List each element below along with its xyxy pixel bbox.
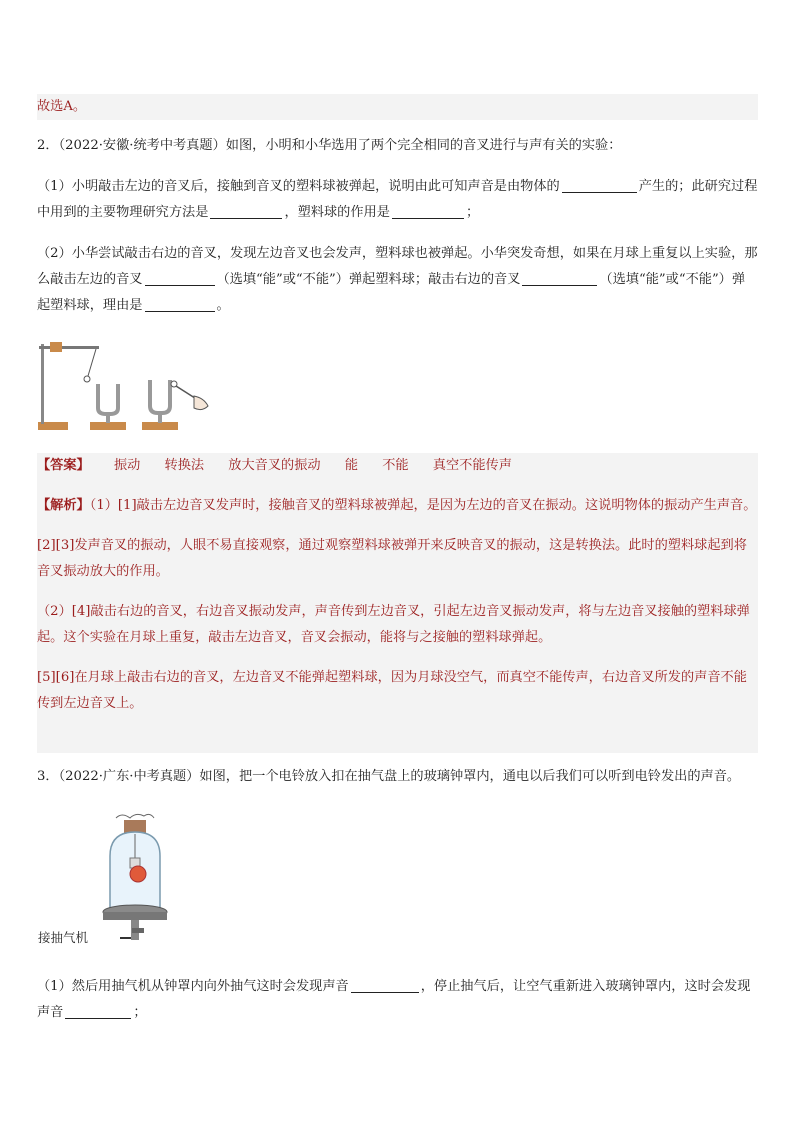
plastic-ball — [84, 376, 90, 382]
right-fork-icon — [150, 380, 170, 413]
q2-part2-text-a: （2）小华尝试敲击右边的音叉，发现左边音叉也会发声，塑料球也被弹起。小华突发奇想，如果在月球上重复以上实验，那么敲击左边的音叉 — [37, 246, 758, 287]
answer-blank-7[interactable] — [351, 976, 419, 993]
bell-wires — [116, 814, 154, 818]
answer-item-2: 转换法 — [164, 458, 205, 473]
valve-icon — [132, 928, 144, 933]
stand-clamp — [50, 342, 62, 352]
answer-item-4: 能 — [344, 458, 358, 473]
q2-part2-text-b: （选填“能”或“不能”）弹起塑料球；敲击右边的音叉 — [216, 272, 521, 287]
q2-part1-text-b: 产生的；此研究过程中用到的主要物理研究方法是 — [37, 179, 758, 220]
q2-part1-text-a: （1）小明敲击左边的音叉后，接触到音叉的塑料球被弹起，说明由此可知声音是由物体的 — [37, 179, 560, 194]
previous-answer — [37, 94, 758, 120]
analysis-p1 — [37, 479, 758, 519]
analysis-p3: （2）[4]敲击右边的音叉，右边音叉振动发声，声音传到左边音叉，引起左边音叉振动发声，将与左边音叉接触的塑料球弹起。这个实验在月球上重复，敲击左边音叉，音叉会振动，能将与之接触的塑料球弹起。 — [37, 604, 750, 645]
left-fork-icon — [98, 384, 118, 414]
answer-item-1: 振动 — [113, 458, 141, 473]
previous-answer-text: 故选A。 — [37, 99, 87, 114]
q3-header-text: 3．（2022·广东·中考真题）如图，把一个电铃放入扣在抽气盘上的玻璃钟罩内，通电以后我们可以听到电铃发出的声音。 — [37, 769, 741, 784]
string-line — [88, 349, 96, 376]
hand-icon — [194, 396, 208, 410]
tuning-fork-figure — [36, 338, 214, 434]
q2-header-text: 2．（2022·安徽·统考中考真题）如图，小明和小华选用了两个完全相同的音叉进行与声有关的实验： — [37, 138, 622, 153]
q2-part1-text-c: ，塑料球的作用是 — [284, 205, 390, 220]
q2-part2-text-d: 。 — [216, 298, 230, 313]
q2-part1 — [37, 174, 758, 226]
bell-jar-figure — [36, 810, 196, 952]
answer-blank-6[interactable] — [145, 295, 215, 312]
q3-part1-text-a: （1）然后用抽气机从钟罩内向外抽气这时会发现声音 — [37, 979, 349, 994]
q2-part2 — [37, 241, 758, 319]
analysis-p2: [2][3]发声音叉的振动，人眼不易直接观察，通过观察塑料球被弹开来反映音叉的振动，这是转换法。此时的塑料球起到将音叉振动放大的作用。 — [37, 538, 747, 579]
answer-blank-3[interactable] — [392, 202, 464, 219]
answer-row — [37, 453, 758, 479]
answer-blank-2[interactable] — [210, 202, 282, 219]
left-fork-stem — [106, 414, 110, 423]
answer-item-5: 不能 — [382, 458, 409, 473]
analysis-p1-text: （1）[1]敲击左边音叉发声时，接触音叉的塑料球被弹起，是因为左边的音叉在振动。这说明物体的振动产生声音。 — [89, 498, 757, 513]
answer-blank-8[interactable] — [65, 1002, 131, 1019]
analysis-p4: [5][6]在月球上敲击右边的音叉，左边音叉不能弹起塑料球，因为月球没空气，而真空不能传声，右边音叉所发的声音不能传到左边音叉上。 — [37, 670, 747, 711]
stand-arm — [39, 346, 99, 349]
answer-item-3: 放大音叉的振动 — [228, 458, 321, 473]
answer-label: 【答案】 — [37, 458, 90, 473]
vacuum-plate-edge — [103, 912, 167, 920]
stand-pole — [41, 344, 44, 424]
q3-part1-text-b: ，停止抽气后，让空气重新进入玻璃钟罩内，这时会发现声音 — [37, 979, 751, 1020]
q3-header — [37, 764, 758, 790]
q3-part1-text-c: ； — [133, 1005, 147, 1020]
electric-bell-icon — [130, 866, 146, 882]
answer-item-6: 真空不能传声 — [432, 458, 512, 473]
right-fork-stem — [158, 413, 162, 423]
analysis-label: 【解析】 — [37, 498, 90, 513]
answer-blank-4[interactable] — [145, 269, 215, 286]
analysis-section — [37, 479, 758, 753]
pump-label: 接抽气机 — [38, 930, 89, 945]
right-fork-base — [142, 422, 178, 430]
left-fork-base — [90, 422, 126, 430]
answer-blank-5[interactable] — [522, 269, 597, 286]
q2-part1-text-d: ； — [465, 205, 480, 220]
q3-part1 — [37, 974, 758, 1026]
q2-part2-text-c: （选填“能”或“不能”）弹起塑料球，理由是 — [37, 272, 746, 313]
answer-blank-1[interactable] — [562, 176, 637, 193]
q2-header — [37, 133, 758, 159]
